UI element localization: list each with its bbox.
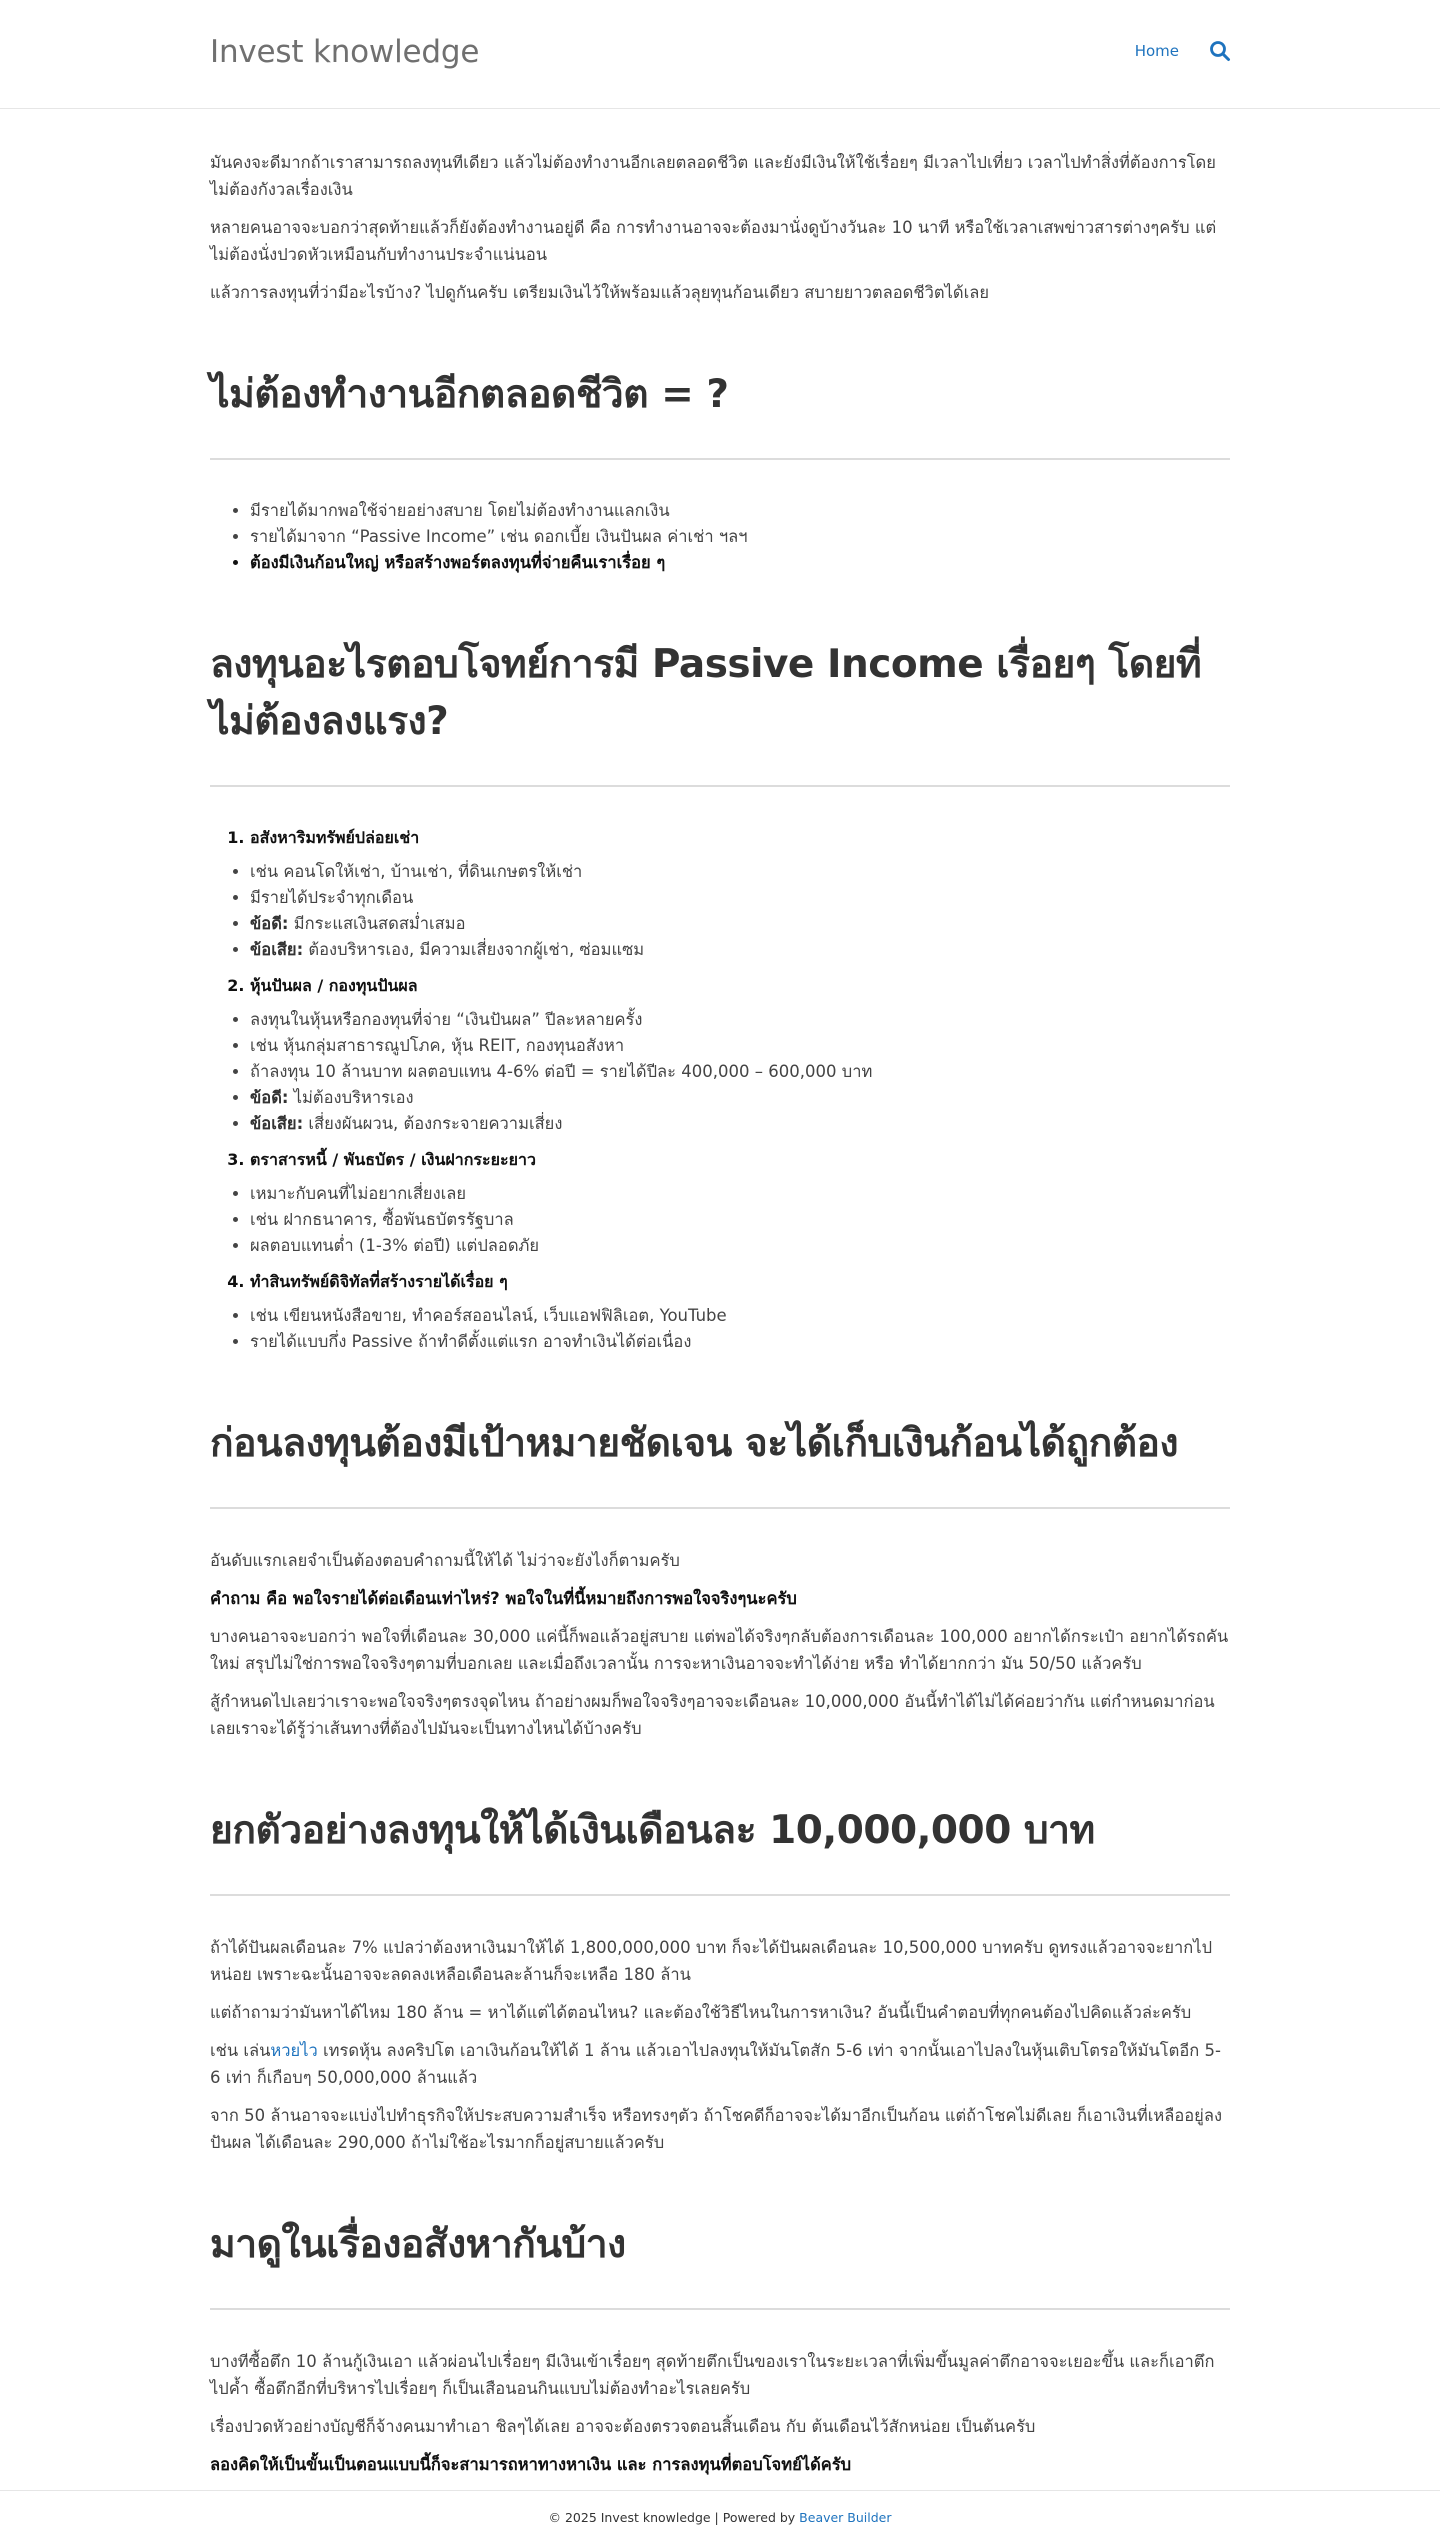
site-footer (0, 2490, 1440, 2547)
paragraph: เรื่องปวดหัวอย่างบัญชีก็จ้างคนมาทำเอา ชิลๆได้เลย อาจจะต้องตรวจตอนสิ้นเดือน กับ ต้นเดือนไว้สักหน่อย เป็นต้นครับ (210, 2417, 1036, 2436)
con-text: เสี่ยงผันผวน, ต้องกระจายความเสี่ยง (303, 1114, 563, 1133)
pro-label: ข้อดี: (250, 1088, 289, 1107)
section-heading: ไม่ต้องทำงานอีกตลอดชีวิต = ? (210, 372, 729, 417)
bullet-list (210, 1303, 1230, 1355)
paragraph: สู้กำหนดไปเลยว่าเราจะพอใจจริงๆตรงจุดไหน ถ้าอย่างผมก็พอใจจริงๆอาจจะเดือนละ 10,000,000 อันนี้ทำได้ไม่ได้ค่อยว่ากัน แต่กำหนดมาก่อนเลยเราจะได้รู้ว่าเส้นทางที่ต้องไปมันจะเป็นทางไหนได้บ้างครับ (210, 1692, 1215, 1738)
con-text: ต้องบริหารเอง, มีความเสี่ยงจากผู้เช่า, ซ่อมแซม (303, 940, 645, 959)
numbered-item-title: 2. หุ้นปันผล / กองทุนปันผล (250, 973, 1230, 999)
copyright-text: © 2025 Invest knowledge | Powered by (548, 2510, 800, 2525)
section-heading: มาดูในเรื่องอสังหากันบ้าง (210, 2222, 626, 2267)
list-item (250, 1111, 1230, 1137)
bullet-list (210, 1007, 1230, 1137)
paragraph: แต่ถ้าถามว่ามันหาได้ไหม 180 ล้าน = หาได้แต่ได้ตอนไหน? และต้องใช้วิธีไหนในการหาเงิน? อันนี้เป็นคำตอบที่ทุกคนต้องไปคิดแล้วล่ะครับ (210, 2003, 1192, 2022)
section-divider (210, 1894, 1230, 1896)
paragraph: อันดับแรกเลยจำเป็นต้องตอบคำถามนี้ให้ได้ ไม่ว่าจะยังไงก็ตามครับ (210, 1551, 680, 1570)
text-after-link: เทรดหุ้น ลงคริปโต เอาเงินก้อนให้ได้ 1 ล้าน แล้วเอาไปลงทุนให้มันโตสัก 5-6 เท่า จากนั้นเอาไปลงในหุ้นเติบโตรอให้มันโตอีก 5-6 เท่า ก็เกือบๆ 50,000,000 ล้านแล้ว (210, 2041, 1221, 2087)
list-item: • รายได้มาจาก “Passive Income” เช่น ดอกเบี้ย เงินปันผล ค่าเช่า ฯลฯ (250, 524, 1230, 550)
numbered-item (210, 825, 1230, 851)
section-heading: ยกตัวอย่างลงทุนให้ได้เงินเดือนละ 10,000,000 บาท (210, 1808, 1095, 1853)
search-icon[interactable] (1209, 40, 1231, 62)
list-item: • มีรายได้มากพอใช้จ่ายอย่างสบาย โดยไม่ต้องทำงานแลกเงิน (250, 498, 1230, 524)
numbered-item-title: 3. ตราสารหนี้ / พันธบัตร / เงินฝากระยะยาว (250, 1147, 1230, 1173)
pro-text: มีกระแสเงินสดสม่ำเสมอ (288, 914, 466, 933)
intro-paragraph: หลายคนอาจจะบอกว่าสุดท้ายแล้วก็ยังต้องทำงานอยู่ดี คือ การทำงานอาจจะต้องมานั่งดูบ้างวันละ 10 นาที หรือใช้เวลาเสพข่าวสารต่างๆครับ แต่ไม่ต้องนั่งปวดหัวเหมือนกับทำงานประจำแน่นอน (210, 218, 1217, 264)
bullet-list (210, 1181, 1230, 1259)
list-item: • เช่น หุ้นกลุ่มสาธารณูปโภค, หุ้น REIT, กองทุนอสังหา (250, 1033, 1230, 1059)
list-item: • เช่น เขียนหนังสือขาย, ทำคอร์สออนไลน์, เว็บแอฟฟิลิเอต, YouTube (250, 1303, 1230, 1329)
con-label: ข้อเสีย: (250, 940, 304, 959)
bullet-list (210, 859, 1230, 963)
list-item: • เช่น ฝากธนาคาร, ซื้อพันธบัตรรัฐบาล (250, 1207, 1230, 1233)
beaver-builder-link[interactable]: Beaver Builder (799, 2510, 892, 2525)
nav-home-link[interactable]: Home (1134, 42, 1179, 60)
numbered-item (210, 1147, 1230, 1173)
intro-paragraph: มันคงจะดีมากถ้าเราสามารถลงทุนทีเดียว แล้วไม่ต้องทำงานอีกเลยตลอดชีวิต และยังมีเงินให้ใช้เรื่อยๆ มีเวลาไปเที่ยว เวลาไปทำสิ่งที่ต้องการโดยไม่ต้องกังวลเรื่องเงิน (210, 153, 1216, 199)
list-item: • รายได้แบบกึ่ง Passive ถ้าทำดีตั้งแต่แรก อาจทำเงินได้ต่อเนื่อง (250, 1329, 1230, 1355)
paragraph: ถ้าได้ปันผลเดือนละ 7% แปลว่าต้องหาเงินมาให้ได้ 1,800,000,000 บาท ก็จะได้ปันผลเดือนละ 10,500,000 บาทครับ ดูทรงแล้วอาจจะยากไปหน่อย เพราะฉะนั้นอาจจะลดลงเหลือเดือนละล้านก็จะเหลือ 180 ล้าน (210, 1938, 1213, 1984)
paragraph: บางคนอาจจะบอกว่า พอใจที่เดือนละ 30,000 แค่นี้ก็พอแล้วอยู่สบาย แต่พอได้จริงๆกลับต้องการเดือนละ 100,000 อยากได้กระเป๋า อยากได้รถคันใหม่ สรุปไม่ใช่การพอใจจริงๆตามที่บอกเลย และเมื่อถึงเวลานั้น การจะหาเงินอาจจะทำได้ง่าย หรือ ทำได้ยากกว่า มัน 50/50 แล้วครับ (210, 1627, 1229, 1673)
lottery-link[interactable]: หวยไว (270, 2041, 318, 2060)
section-divider (210, 785, 1230, 787)
con-label: ข้อเสีย: (250, 1114, 304, 1133)
list-item: • ลงทุนในหุ้นหรือกองทุนที่จ่าย “เงินปันผล” ปีละหลายครั้ง (250, 1007, 1230, 1033)
site-title[interactable]: Invest knowledge (210, 34, 480, 70)
list-item: • เหมาะกับคนที่ไม่อยากเสี่ยงเลย (250, 1181, 1230, 1207)
intro-paragraph: แล้วการลงทุนที่ว่ามีอะไรบ้าง? ไปดูกันครับ เตรียมเงินไว้ให้พร้อมแล้วลุยทุนก้อนเดียว สบายยาวตลอดชีวิตได้เลย (210, 283, 989, 302)
list-item: • ต้องมีเงินก้อนใหญ่ หรือสร้างพอร์ตลงทุนที่จ่ายคืนเราเรื่อย ๆ (250, 550, 1230, 576)
section-divider (210, 2308, 1230, 2310)
numbered-item-title: 4. ทำสินทรัพย์ดิจิทัลที่สร้างรายได้เรื่อย ๆ (250, 1269, 1230, 1295)
paragraph-bold: คำถาม คือ พอใจรายได้ต่อเดือนเท่าไหร่? พอใจในที่นี้หมายถึงการพอใจจริงๆนะครับ (210, 1589, 797, 1608)
text-before-link: เช่น เล่น (210, 2041, 271, 2060)
paragraph: จาก 50 ล้านอาจจะแบ่งไปทำธุรกิจให้ประสบความสำเร็จ หรือทรงๆตัว ถ้าโชคดีก็อาจจะได้มาอีกเป็นก้อน แต่ถ้าโชคไม่ดีเลย ก็เอาเงินที่เหลืออยู่ลงปันผล ได้เดือนละ 290,000 ถ้าไม่ใช้อะไรมากก็อยู่สบายแล้วครับ (210, 2106, 1223, 2152)
pro-label: ข้อดี: (250, 914, 289, 933)
list-item (250, 937, 1230, 963)
pro-text: ไม่ต้องบริหารเอง (288, 1088, 414, 1107)
numbered-item (210, 1269, 1230, 1295)
list-item: • เช่น คอนโดให้เช่า, บ้านเช่า, ที่ดินเกษตรให้เช่า (250, 859, 1230, 885)
list-item: • ผลตอบแทนต่ำ (1-3% ต่อปี) แต่ปลอดภัย (250, 1233, 1230, 1259)
list-item: • มีรายได้ประจำทุกเดือน (250, 885, 1230, 911)
numbered-item-title: 1. อสังหาริมทรัพย์ปล่อยเช่า (250, 825, 1230, 851)
article-content (210, 109, 1230, 2478)
list-item: • ถ้าลงทุน 10 ล้านบาท ผลตอบแทน 4-6% ต่อปี = รายได้ปีละ 400,000 – 600,000 บาท (250, 1059, 1230, 1085)
main-nav (1135, 40, 1231, 62)
paragraph (210, 2037, 1230, 2091)
site-header (0, 0, 1440, 109)
section-divider (210, 458, 1230, 460)
section-heading: ลงทุนอะไรตอบโจทย์การมี Passive Income เรื่อยๆ โดยที่ไม่ต้องลงแรง? (210, 642, 1202, 744)
bullet-list (210, 498, 1230, 576)
list-item (250, 911, 1230, 937)
paragraph-bold: ลองคิดให้เป็นขั้นเป็นตอนแบบนี้ก็จะสามารถหาทางหาเงิน และ การลงทุนที่ตอบโจทย์ได้ครับ (210, 2455, 852, 2474)
list-item (250, 1085, 1230, 1111)
section-heading: ก่อนลงทุนต้องมีเป้าหมายชัดเจน จะได้เก็บเงินก้อนได้ถูกต้อง (210, 1421, 1179, 1466)
section-divider (210, 1507, 1230, 1509)
paragraph: บางทีซื้อตึก 10 ล้านกู้เงินเอา แล้วผ่อนไปเรื่อยๆ มีเงินเข้าเรื่อยๆ สุดท้ายตึกเป็นของเราในระยะเวลาที่เพิ่มขึ้นมูลค่าตึกอาจจะเยอะขึ้น และก็เอาตึกไปค้ำ ซื้อตึกอีกที่บริหารไปเรื่อยๆ ก็เป็นเสือนอนกินแบบไม่ต้องทำอะไรเลยครับ (210, 2352, 1215, 2398)
numbered-item (210, 973, 1230, 999)
